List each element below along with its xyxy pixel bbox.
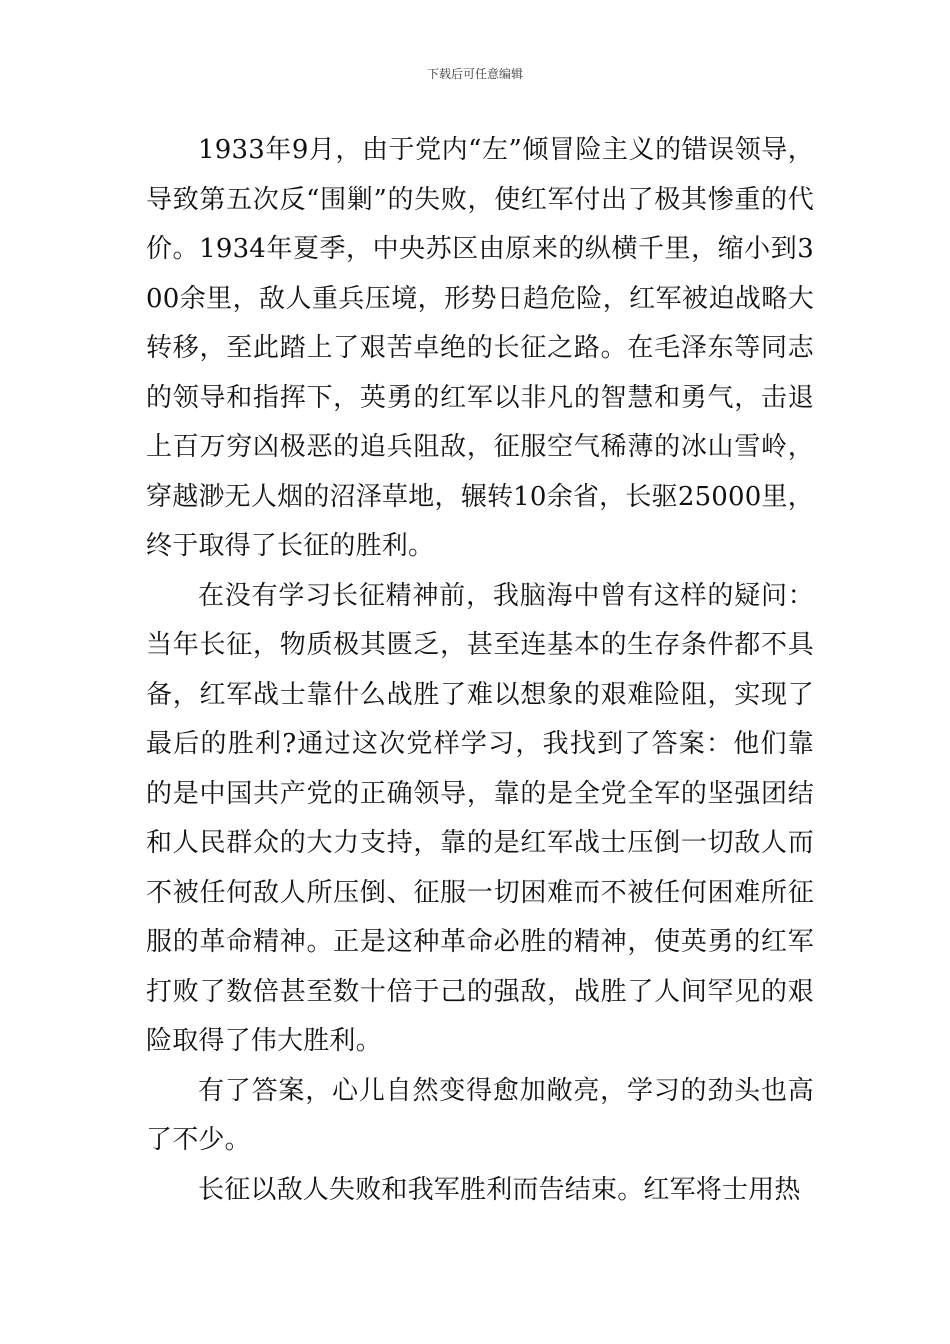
paragraph-1: 1933年9月，由于党内“左”倾冒险主义的错误领导，导致第五次反“围剿”的失败，使红军付出了极其惨重的代价。1934年夏季，中央苏区由原来的纵横千里，缩小到300余里，敌人重兵压境，形势日趋危险，红军被迫战略大转移，至此踏上了艰苦卓绝的长征之路。在毛泽东等同志的领导和指挥下，英勇的红军以非凡的智慧和勇气，击退上百万穷凶极恶的追兵阻敌，征服空气稀薄的冰山雪岭，穿越渺无人烟的沼泽草地，辗转10余省，长驱25000里，终于取得了长征的胜利。	[146, 135, 814, 561]
document-body	[146, 126, 814, 1215]
paragraph-2: 在没有学习长征精神前，我脑海中曾有这样的疑问：当年长征，物质极其匮乏，甚至连基本的生存条件都不具备，红军战士靠什么战胜了难以想象的艰难险阻，实现了最后的胜利?通过这次党样学习，我找到了答案：他们靠的是中国共产党的正确领导，靠的是全党全军的坚强团结和人民群众的大力支持，靠的是红军战士压倒一切敌人而不被任何敌人所压倒、征服一切困难而不被任何困难所征服的革命精神。正是这种革命必胜的精神，使英勇的红军打败了数倍甚至数十倍于己的强敌，战胜了人间罕见的艰险取得了伟大胜利。	[146, 580, 814, 1056]
paragraph-4: 长征以敌人失败和我军胜利而告结束。红军将士用热	[198, 1174, 801, 1205]
paragraph-3: 有了答案，心儿自然变得愈加敞亮，学习的劲头也高了不少。	[146, 1075, 814, 1155]
header-note: 下载后可任意编辑	[426, 67, 523, 81]
